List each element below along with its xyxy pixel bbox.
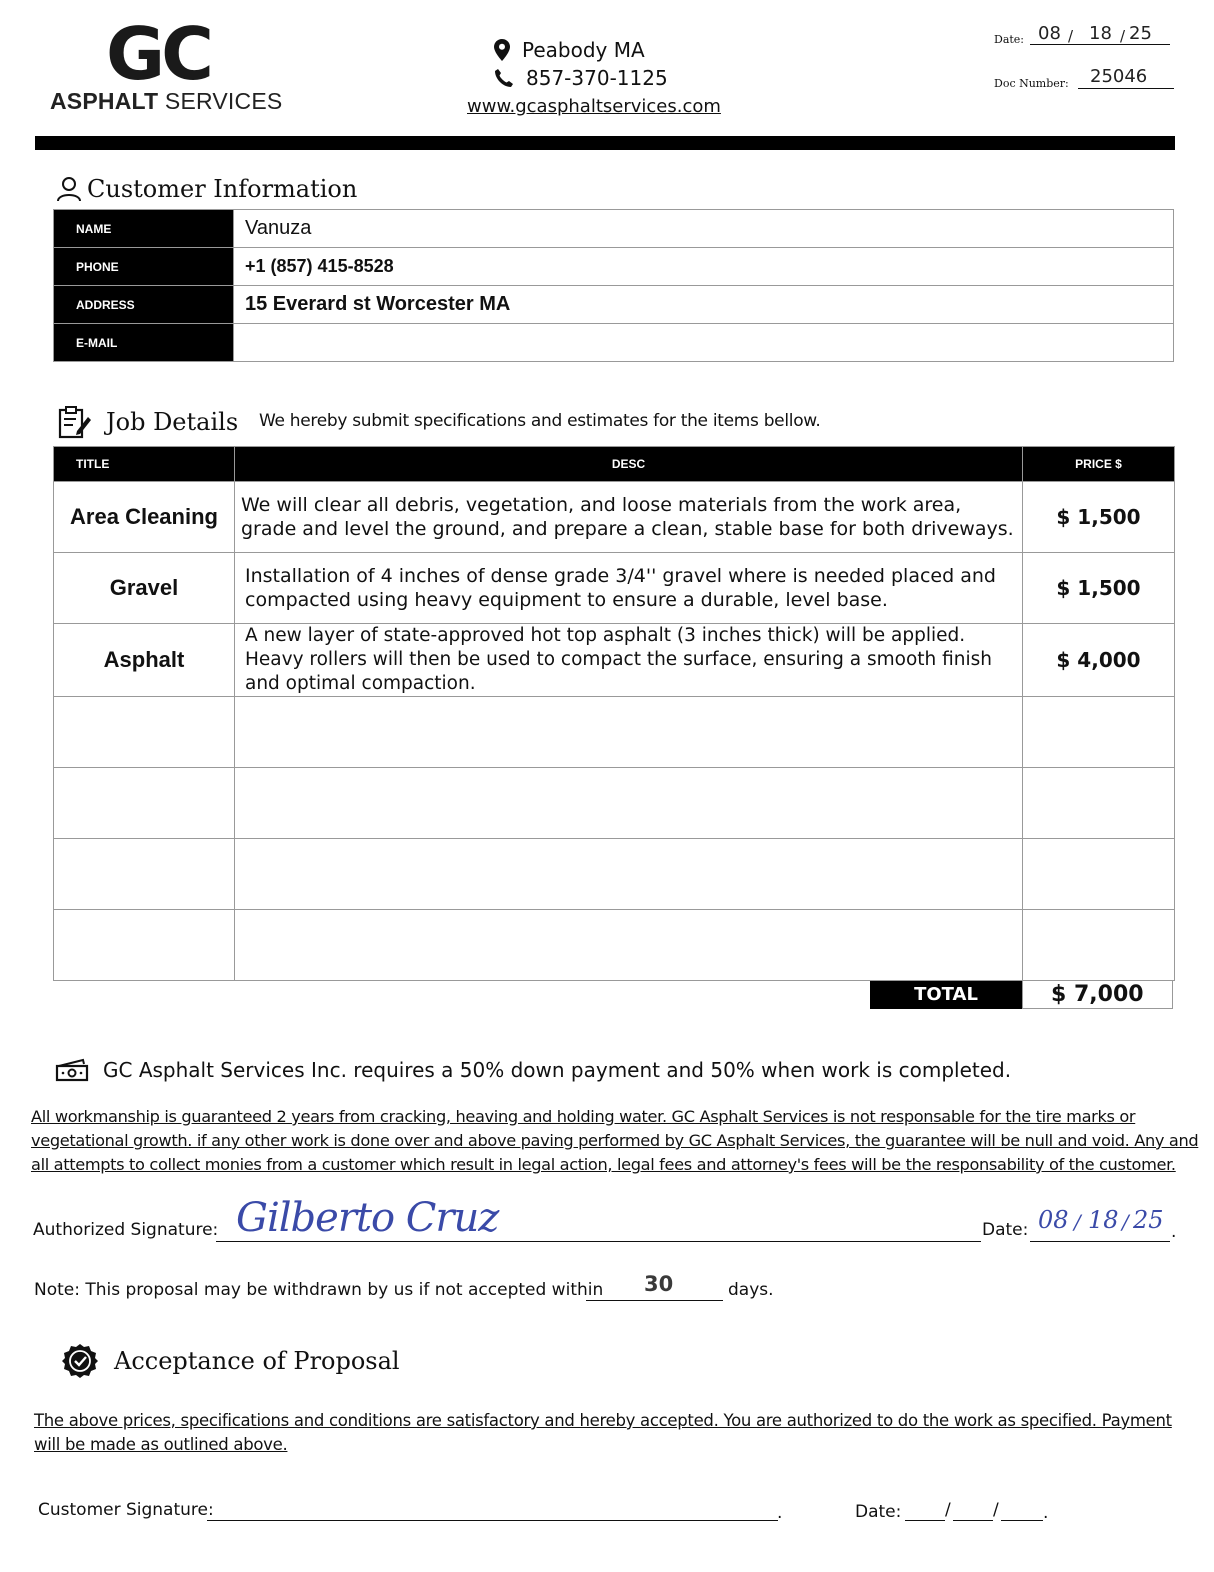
- validity-days-line: [586, 1300, 723, 1301]
- job-desc: A new layer of state-approved hot top asphalt (3 inches thick) will be applied. Heavy rollers will then be used to compact the surface, ensuring a smooth finish and optimal compaction.: [235, 624, 1023, 697]
- address-label: ADDRESS: [54, 286, 234, 324]
- money-icon: [55, 1058, 89, 1082]
- authorized-date-sep2: /: [1122, 1210, 1129, 1234]
- job-price: [1023, 910, 1175, 981]
- acceptance-title-text: Acceptance of Proposal: [114, 1347, 400, 1375]
- customer-date-day-field[interactable]: [953, 1520, 993, 1521]
- job-desc: [235, 839, 1023, 910]
- col-price-header: PRICE $: [1023, 447, 1175, 482]
- total-label: TOTAL: [870, 981, 1022, 1009]
- customer-email: [234, 324, 1174, 362]
- payment-note-text: GC Asphalt Services Inc. requires a 50% down payment and 50% when work is completed.: [103, 1058, 1012, 1082]
- payment-note: [55, 1058, 1011, 1082]
- customer-date-sep2: /: [993, 1500, 999, 1520]
- customer-date-year-field[interactable]: [1001, 1520, 1043, 1521]
- email-label: E-MAIL: [54, 324, 234, 362]
- guarantee-terms: All workmanship is guaranteed 2 years from cracking, heaving and holding water. GC Asphalt Services is not responsable for the tire marks or vegetational growth. if any other work is done over and above paving performed by GC Asphalt Services, the guarantee will be null and void. Any and all attempts to collect monies from a customer which result in legal action, legal fees and attorney's fees will be the responsability of the customer.: [31, 1107, 1199, 1174]
- job-title: Area Cleaning: [54, 482, 235, 553]
- job-table-header: [54, 447, 1175, 482]
- job-price: $ 4,000: [1023, 624, 1175, 697]
- job-row: [54, 910, 1175, 981]
- phone-icon: [494, 68, 514, 88]
- logo-subtitle: [50, 88, 282, 115]
- name-label: NAME: [54, 210, 234, 248]
- job-row: [54, 697, 1175, 768]
- doc-date-sep1: /: [1068, 27, 1074, 45]
- customer-name-row: [54, 210, 1174, 248]
- validity-note-prefix: Note: This proposal may be withdrawn by us if not accepted within: [34, 1280, 604, 1300]
- company-phone: 857-370-1125: [526, 66, 668, 90]
- job-details-title: [58, 405, 238, 439]
- job-title: [54, 839, 235, 910]
- location-row: [494, 36, 668, 64]
- job-title: [54, 697, 235, 768]
- logo-subtitle-rest: SERVICES: [158, 88, 283, 114]
- customer-date-period: .: [1043, 1503, 1049, 1523]
- customer-signature-label: Customer Signature:: [38, 1500, 214, 1520]
- company-website[interactable]: www.gcasphaltservices.com: [467, 96, 721, 117]
- authorized-date-period: .: [1171, 1222, 1177, 1242]
- job-price: $ 1,500: [1023, 553, 1175, 624]
- customer-date-label: Date:: [855, 1502, 902, 1522]
- clipboard-edit-icon: [58, 405, 92, 439]
- badge-check-icon: [62, 1343, 98, 1379]
- job-desc: [235, 910, 1023, 981]
- acceptance-terms: The above prices, specifications and conditions are satisfactory and hereby accepted. You are authorized to do the work as specified. Payment will be made as outlined above.: [34, 1411, 1172, 1454]
- doc-number-label: Doc Number:: [994, 77, 1069, 90]
- company-location: Peabody MA: [522, 38, 645, 62]
- job-desc: [235, 768, 1023, 839]
- customer-date-sep1: /: [945, 1500, 951, 1520]
- job-details-table: [53, 446, 1175, 981]
- doc-date-sep2: /: [1120, 27, 1126, 45]
- customer-name: Vanuza: [234, 210, 1174, 248]
- job-row: [54, 839, 1175, 910]
- authorized-date-line: [1030, 1241, 1170, 1242]
- customer-date-month-field[interactable]: [905, 1520, 945, 1521]
- job-price: [1023, 768, 1175, 839]
- header-divider: [35, 136, 1175, 150]
- job-desc: We will clear all debris, vegetation, and loose materials from the work area, grade and level the ground, and prepare a clean, stable base for both driveways.: [235, 482, 1023, 553]
- phone-label: PHONE: [54, 248, 234, 286]
- job-title: Gravel: [54, 553, 235, 624]
- doc-date-line: [1030, 44, 1170, 45]
- job-row: [54, 768, 1175, 839]
- phone-row: [494, 64, 668, 92]
- validity-note-suffix: days.: [728, 1280, 774, 1300]
- job-price: $ 1,500: [1023, 482, 1175, 553]
- col-title-header: TITLE: [54, 447, 235, 482]
- customer-email-row: [54, 324, 1174, 362]
- customer-info-table: [53, 209, 1174, 362]
- customer-info-title-text: Customer Information: [87, 175, 358, 203]
- job-desc: Installation of 4 inches of dense grade 3/4'' gravel where is needed placed and compacted using heavy equipment to ensure a durable, level base.: [235, 553, 1023, 624]
- customer-signature-period: .: [777, 1503, 783, 1523]
- customer-phone-row: [54, 248, 1174, 286]
- contact-block: [494, 36, 668, 92]
- job-title: [54, 768, 235, 839]
- job-details-note: We hereby submit specifications and estimates for the items bellow.: [259, 411, 821, 431]
- authorized-date-day: 18: [1088, 1206, 1119, 1234]
- job-row: [54, 482, 1175, 553]
- job-price: [1023, 697, 1175, 768]
- doc-date-day: 18: [1089, 23, 1112, 44]
- authorized-date-sep1: /: [1074, 1210, 1081, 1234]
- authorized-date-label: Date:: [982, 1220, 1029, 1240]
- doc-date-year: 25: [1129, 23, 1152, 44]
- authorized-signature-label: Authorized Signature:: [33, 1220, 219, 1240]
- job-row: [54, 553, 1175, 624]
- authorized-date-month: 08: [1038, 1206, 1069, 1234]
- col-desc-header: DESC: [235, 447, 1023, 482]
- job-details-title-text: Job Details: [106, 408, 239, 436]
- validity-days: 30: [644, 1272, 674, 1296]
- customer-address-row: [54, 286, 1174, 324]
- job-row: [54, 624, 1175, 697]
- doc-number: 25046: [1090, 66, 1148, 87]
- customer-address: 15 Everard st Worcester MA: [234, 286, 1174, 324]
- logo-subtitle-bold: ASPHALT: [50, 88, 159, 114]
- acceptance-title: [62, 1343, 400, 1379]
- authorized-signature-line: [216, 1241, 981, 1242]
- logo-gc: GC: [106, 12, 210, 96]
- doc-number-line: [1078, 88, 1174, 89]
- doc-date-label: Date:: [994, 33, 1025, 46]
- doc-date-month: 08: [1038, 23, 1061, 44]
- job-title: Asphalt: [54, 624, 235, 697]
- total-value: $ 7,000: [1022, 981, 1173, 1009]
- job-price: [1023, 839, 1175, 910]
- job-title: [54, 910, 235, 981]
- customer-phone: +1 (857) 415-8528: [234, 248, 1174, 286]
- authorized-signature: Gilberto Cruz: [236, 1195, 499, 1241]
- authorized-date-year: 25: [1133, 1206, 1164, 1234]
- user-icon: [57, 176, 81, 202]
- customer-signature-field[interactable]: [207, 1520, 778, 1521]
- map-pin-icon: [494, 39, 510, 61]
- job-desc: [235, 697, 1023, 768]
- customer-info-title: [57, 175, 357, 203]
